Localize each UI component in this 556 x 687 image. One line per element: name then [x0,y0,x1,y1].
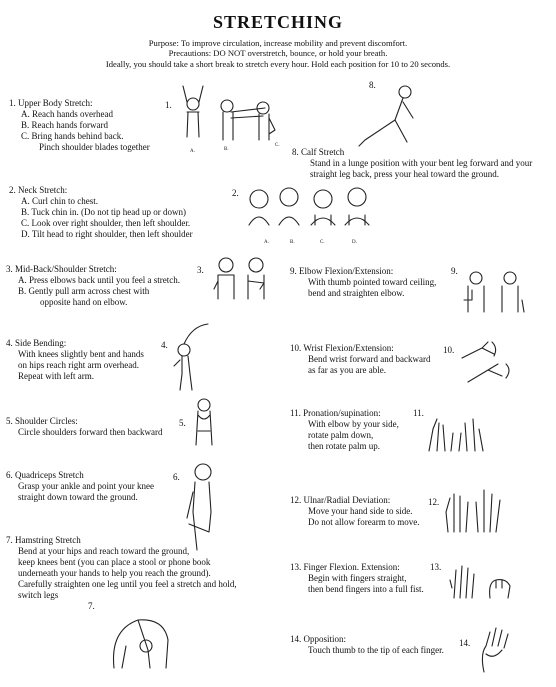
figure-12-number: 12. [428,497,440,507]
ulnar-radial-deviation-figure [442,486,502,534]
hamstring-stretch-figure [108,610,176,672]
stretch-9-title: 9. Elbow Flexion/Extension: [290,266,394,276]
figure-2-label: C. [320,240,325,245]
stretch-11-title: 11. Pronation/supination: [290,408,381,418]
stretch-1-line: A. Reach hands overhead [21,109,113,119]
side-bending-figure [172,320,222,392]
stretch-11-line: With elbow by your side, [308,419,399,429]
stretch-7-line: keep knees bent (you can place a stool or phone book [18,557,211,567]
opposition-figure [476,626,516,674]
figure-9-number: 9. [451,266,458,276]
figure-14-number: 14. [459,638,471,648]
stretch-7-line: underneath your hands to help you reach the ground). [18,568,211,578]
stretch-10-line: Bend wrist forward and backward [308,354,431,364]
stretch-3-line: B. Gently pull arm across chest with [18,286,150,296]
figure-1-label: A. [190,149,195,154]
stretch-3-title: 3. Mid-Back/Shoulder Stretch: [6,264,117,274]
stretch-9-line: bend and straighten elbow. [308,288,405,298]
purpose-text: Purpose: To improve circulation, increase mobility and prevent discomfort. [148,38,408,48]
page-title: STRETCHING [212,12,344,32]
ideally-text: Ideally, you should take a short break to stretch every hour. Hold each position for 10 to 20 seconds. [105,59,451,69]
figure-1-label: B. [224,147,229,152]
stretch-2-line: A. Curl chin to chest. [21,196,98,206]
stretch-7-line: switch legs [18,590,59,600]
stretch-8-title: 8. Calf Stretch [292,147,345,157]
stretch-13-line: then bend fingers into a full fist. [308,584,424,594]
stretch-14-line: Touch thumb to the tip of each finger. [308,645,444,655]
mid-back-stretch-figure [212,255,272,303]
figure-2-label: D. [352,240,357,245]
finger-flexion-figure [450,562,520,602]
stretch-4-line: Repeat with left arm. [18,371,94,381]
precautions-text: Precautions: DO NOT overstretch, bounce, or hold your breath. [168,48,388,58]
stretch-12-line: Move your hand side to side. [308,506,413,516]
stretch-5-title: 5. Shoulder Circles: [6,416,78,426]
figure-5-number: 5. [179,418,186,428]
shoulder-circles-figure [192,397,216,449]
elbow-flexion-figure [462,270,528,316]
pronation-supination-figure [425,415,487,455]
stretch-9-line: With thumb pointed toward ceiling, [308,277,437,287]
stretch-11-line: rotate palm down, [308,430,374,440]
stretch-14-title: 14. Opposition: [290,634,347,644]
figure-8-number: 8. [369,80,376,90]
figure-6-number: 6. [173,472,180,482]
stretch-13-title: 13. Finger Flexion. Extension: [290,562,400,572]
stretch-2-line: C. Look over right shoulder, then left shoulder. [21,218,191,228]
stretch-7-line: Carefully straighten one leg until you feel a stretch and hold, [18,579,237,589]
stretch-2-title: 2. Neck Stretch: [9,185,68,195]
figure-10-number: 10. [443,345,455,355]
stretch-8-line: straight leg back, press your heal toward the ground. [310,169,499,179]
neck-stretch-figure [245,185,375,235]
figure-11-number: 11. [413,408,424,418]
stretch-10-line: as far as you are able. [308,365,386,375]
stretch-3-line: A. Press elbows back until you feel a stretch. [18,275,180,285]
quadriceps-stretch-figure [183,462,223,554]
stretch-5-line: Circle shoulders forward then backward [18,427,163,437]
stretch-2-line: B. Tuck chin in. (Do not tip head up or down) [21,207,186,217]
stretch-4-title: 4. Side Bending: [6,338,67,348]
stretch-12-title: 12. Ulnar/Radial Deviation: [290,495,391,505]
stretch-2-line: D. Tilt head to right shoulder, then left shoulder [21,229,193,239]
stretch-1-line: Pinch shoulder blades together [39,142,150,152]
figure-2-label: A. [264,240,269,245]
stretch-1-line: B. Reach hands forward [21,120,108,130]
stretch-3-line: opposite hand on elbow. [40,297,128,307]
figure-4-number: 4. [161,340,168,350]
stretch-11-line: then rotate palm up. [308,441,380,451]
calf-stretch-figure [355,84,435,148]
stretch-4-line: on hips reach right arm overhead. [18,360,139,370]
stretch-6-line: Grasp your ankle and point your knee [18,481,154,491]
stretch-7-title: 7. Hamstring Stretch [6,535,81,545]
stretch-8-line: Stand in a lunge position with your bent leg forward and your [310,158,533,168]
wrist-flexion-figure [458,338,518,384]
stretch-4-line: With knees slightly bent and hands [18,349,144,359]
stretch-13-line: Begin with fingers straight, [308,573,407,583]
figure-1-label: C. [275,143,280,148]
figure-1-number: 1. [165,100,172,110]
stretch-1-line: C. Bring hands behind back. [21,131,124,141]
stretch-10-title: 10. Wrist Flexion/Extension: [290,343,394,353]
stretch-6-title: 6. Quadriceps Stretch [6,470,84,480]
figure-2-label: B. [290,240,295,245]
stretch-12-line: Do not allow forearm to move. [308,517,420,527]
stretch-7-line: Bend at your hips and reach toward the ground, [18,546,190,556]
stretch-1-title: 1. Upper Body Stretch: [9,98,93,108]
upper-body-stretch-figure [175,82,285,152]
figure-3-number: 3. [197,265,204,275]
stretch-6-line: straight down toward the ground. [18,492,138,502]
figure-7-number: 7. [88,601,95,611]
figure-13-number: 13. [430,562,442,572]
figure-2-number: 2. [232,188,239,198]
